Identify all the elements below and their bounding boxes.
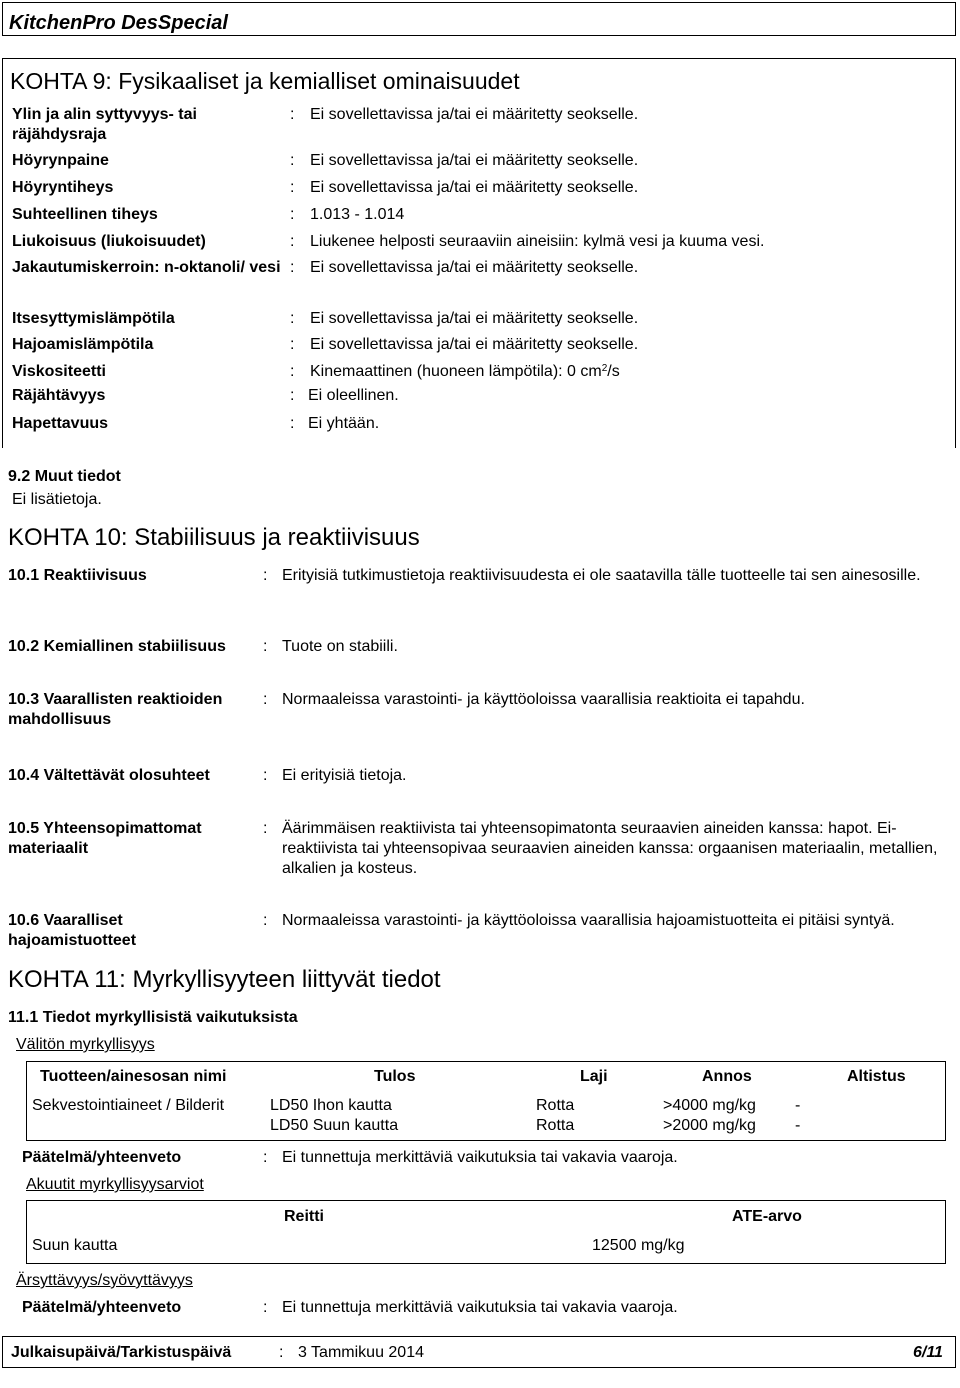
separator: :	[290, 259, 295, 276]
section-10-title: KOHTA 10: Stabiilisuus ja reaktiivisuus	[8, 524, 420, 551]
toxicological-effects-subtitle: 11.1 Tiedot myrkyllisistä vaikutuksista	[8, 1009, 298, 1026]
viscosity-text: Kinemaattinen (huoneen lämpötila): 0 cm	[310, 363, 602, 380]
viscosity-unit: /s	[607, 363, 620, 380]
property-label: Hapettavuus	[12, 415, 109, 432]
property-label: Itsesyttymislämpötila	[12, 310, 175, 327]
separator: :	[279, 1344, 284, 1361]
section-11-title: KOHTA 11: Myrkyllisyyteen liittyvät tiedot	[8, 966, 441, 993]
product-name: KitchenPro DesSpecial	[9, 12, 228, 34]
property-value: Ei sovellettavissa ja/tai ei määritetty seokselle.	[310, 152, 639, 169]
separator: :	[263, 691, 268, 708]
separator: :	[290, 179, 295, 196]
separator: :	[263, 1149, 268, 1166]
property-label: Jakautumiskerroin: n-oktanoli/ vesi	[12, 259, 281, 276]
col-header-exposure: Altistus	[847, 1068, 906, 1085]
separator: :	[290, 206, 295, 223]
incompatible-materials-value: Äärimmäisen reaktiivista tai yhteensopimatonta seuraavien aineiden kanssa: hapot. Ei-reaktiivista tai yhteensopivaa seuraavien aineiden kanssa: orgaanisen materiaalin, metallien, alkalien ja kosteus.	[282, 820, 938, 877]
cell-name: Sekvestointiaineet / Bilderit	[32, 1097, 225, 1114]
cell-result: LD50 Ihon kautta	[270, 1097, 392, 1114]
decomposition-products-label: 10.6 Vaaralliset hajoamistuotteet	[8, 912, 137, 949]
reactivity-value: Erityisiä tutkimustietoja reaktiivisuudesta ei ole saatavilla tälle tuotteelle tai sen ainesosille.	[282, 567, 921, 584]
viscosity-exponent: 2	[601, 363, 608, 374]
separator: :	[290, 106, 295, 123]
cell-result: LD50 Suun kautta	[270, 1117, 399, 1134]
col-header-name: Tuotteen/ainesosan nimi	[40, 1068, 227, 1085]
separator: :	[290, 336, 295, 353]
property-value: Ei sovellettavissa ja/tai ei määritetty seokselle.	[310, 259, 639, 276]
conclusion-label: Päätelmä/yhteenveto	[22, 1149, 182, 1166]
property-label: Höyryntiheys	[12, 179, 114, 196]
separator: :	[263, 767, 268, 784]
property-value	[310, 362, 620, 382]
section-9-title: KOHTA 9: Fysikaaliset ja kemialliset ominaisuudet	[10, 68, 520, 94]
cell-exposure: -	[795, 1117, 801, 1134]
document-header	[2, 2, 956, 36]
col-header-route: Reitti	[284, 1208, 324, 1225]
page-number: 6/11	[913, 1344, 943, 1361]
document-footer	[2, 1336, 956, 1368]
separator: :	[263, 1299, 268, 1316]
ate-title: Akuutit myrkyllisyysarviot	[26, 1176, 204, 1193]
issue-date-value: 3 Tammikuu 2014	[298, 1344, 424, 1361]
property-value: 1.013 - 1.014	[310, 206, 405, 223]
other-info-title: 9.2 Muut tiedot	[8, 468, 121, 485]
col-header-ate: ATE-arvo	[732, 1208, 802, 1225]
incompatible-materials-label: 10.5 Yhteensopimattomat materiaalit	[8, 820, 202, 857]
separator: :	[263, 638, 268, 655]
other-info-text: Ei lisätietoja.	[12, 491, 102, 508]
separator: :	[290, 233, 295, 250]
ate-table	[26, 1200, 946, 1264]
issue-date-label: Julkaisupäivä/Tarkistuspäivä	[11, 1344, 232, 1361]
conditions-to-avoid-value: Ei erityisiä tietoja.	[282, 767, 407, 784]
separator: :	[290, 152, 295, 169]
ate-route: Suun kautta	[32, 1237, 118, 1254]
ate-value: 12500 mg/kg	[592, 1237, 685, 1254]
separator: :	[263, 912, 268, 929]
separator: :	[290, 387, 295, 404]
cell-dose: >4000 mg/kg	[663, 1097, 756, 1114]
property-value: Ei sovellettavissa ja/tai ei määritetty seokselle.	[310, 106, 639, 123]
property-value: Liukenee helposti seuraaviin aineisiin: kylmä vesi ja kuuma vesi.	[310, 233, 765, 250]
irritation-title: Ärsyttävyys/syövyttävyys	[16, 1272, 193, 1289]
conditions-to-avoid-label: 10.4 Vältettävät olosuhteet	[8, 767, 210, 784]
property-value: Ei sovellettavissa ja/tai ei määritetty seokselle.	[310, 179, 639, 196]
separator: :	[290, 363, 295, 380]
cell-species: Rotta	[536, 1097, 575, 1114]
col-header-dose: Annos	[702, 1068, 752, 1085]
separator: :	[290, 415, 295, 432]
conclusion-value: Ei tunnettuja merkittäviä vaikutuksia tai vakavia vaaroja.	[282, 1299, 678, 1316]
stability-label: 10.2 Kemiallinen stabiilisuus	[8, 638, 226, 655]
property-label: Suhteellinen tiheys	[12, 206, 158, 223]
conclusion-value: Ei tunnettuja merkittäviä vaikutuksia tai vakavia vaaroja.	[282, 1149, 678, 1166]
property-value: Ei sovellettavissa ja/tai ei määritetty seokselle.	[310, 310, 639, 327]
separator: :	[290, 310, 295, 327]
property-label: Liukoisuus (liukoisuudet)	[12, 233, 206, 250]
hazardous-reactions-value: Normaaleissa varastointi- ja käyttöoloissa vaarallisia reaktioita ei tapahdu.	[282, 691, 805, 708]
property-value: Ei sovellettavissa ja/tai ei määritetty seokselle.	[310, 336, 639, 353]
col-header-species: Laji	[580, 1068, 608, 1085]
property-value: Ei yhtään.	[308, 415, 380, 432]
property-label: Räjähtävyys	[12, 387, 106, 404]
conclusion-label: Päätelmä/yhteenveto	[22, 1299, 182, 1316]
cell-species: Rotta	[536, 1117, 575, 1134]
property-label: Viskositeetti	[12, 363, 106, 380]
stability-value: Tuote on stabiili.	[282, 638, 398, 655]
cell-exposure: -	[795, 1097, 801, 1114]
separator: :	[263, 567, 268, 584]
hazardous-reactions-label: 10.3 Vaarallisten reaktioiden mahdollisuus	[8, 691, 223, 728]
cell-dose: >2000 mg/kg	[663, 1117, 756, 1134]
property-label: Höyrynpaine	[12, 152, 109, 169]
acute-toxicity-title: Välitön myrkyllisyys	[16, 1036, 155, 1053]
property-label: Hajoamislämpötila	[12, 336, 154, 353]
col-header-result: Tulos	[374, 1068, 416, 1085]
separator: :	[263, 820, 268, 837]
property-label: Ylin ja alin syttyvyys- tai räjähdysraja	[12, 106, 197, 143]
reactivity-label: 10.1 Reaktiivisuus	[8, 567, 147, 584]
decomposition-products-value: Normaaleissa varastointi- ja käyttöoloissa vaarallisia hajoamistuotteita ei pitäisi syntyä.	[282, 912, 895, 929]
property-value: Ei oleellinen.	[308, 387, 399, 404]
